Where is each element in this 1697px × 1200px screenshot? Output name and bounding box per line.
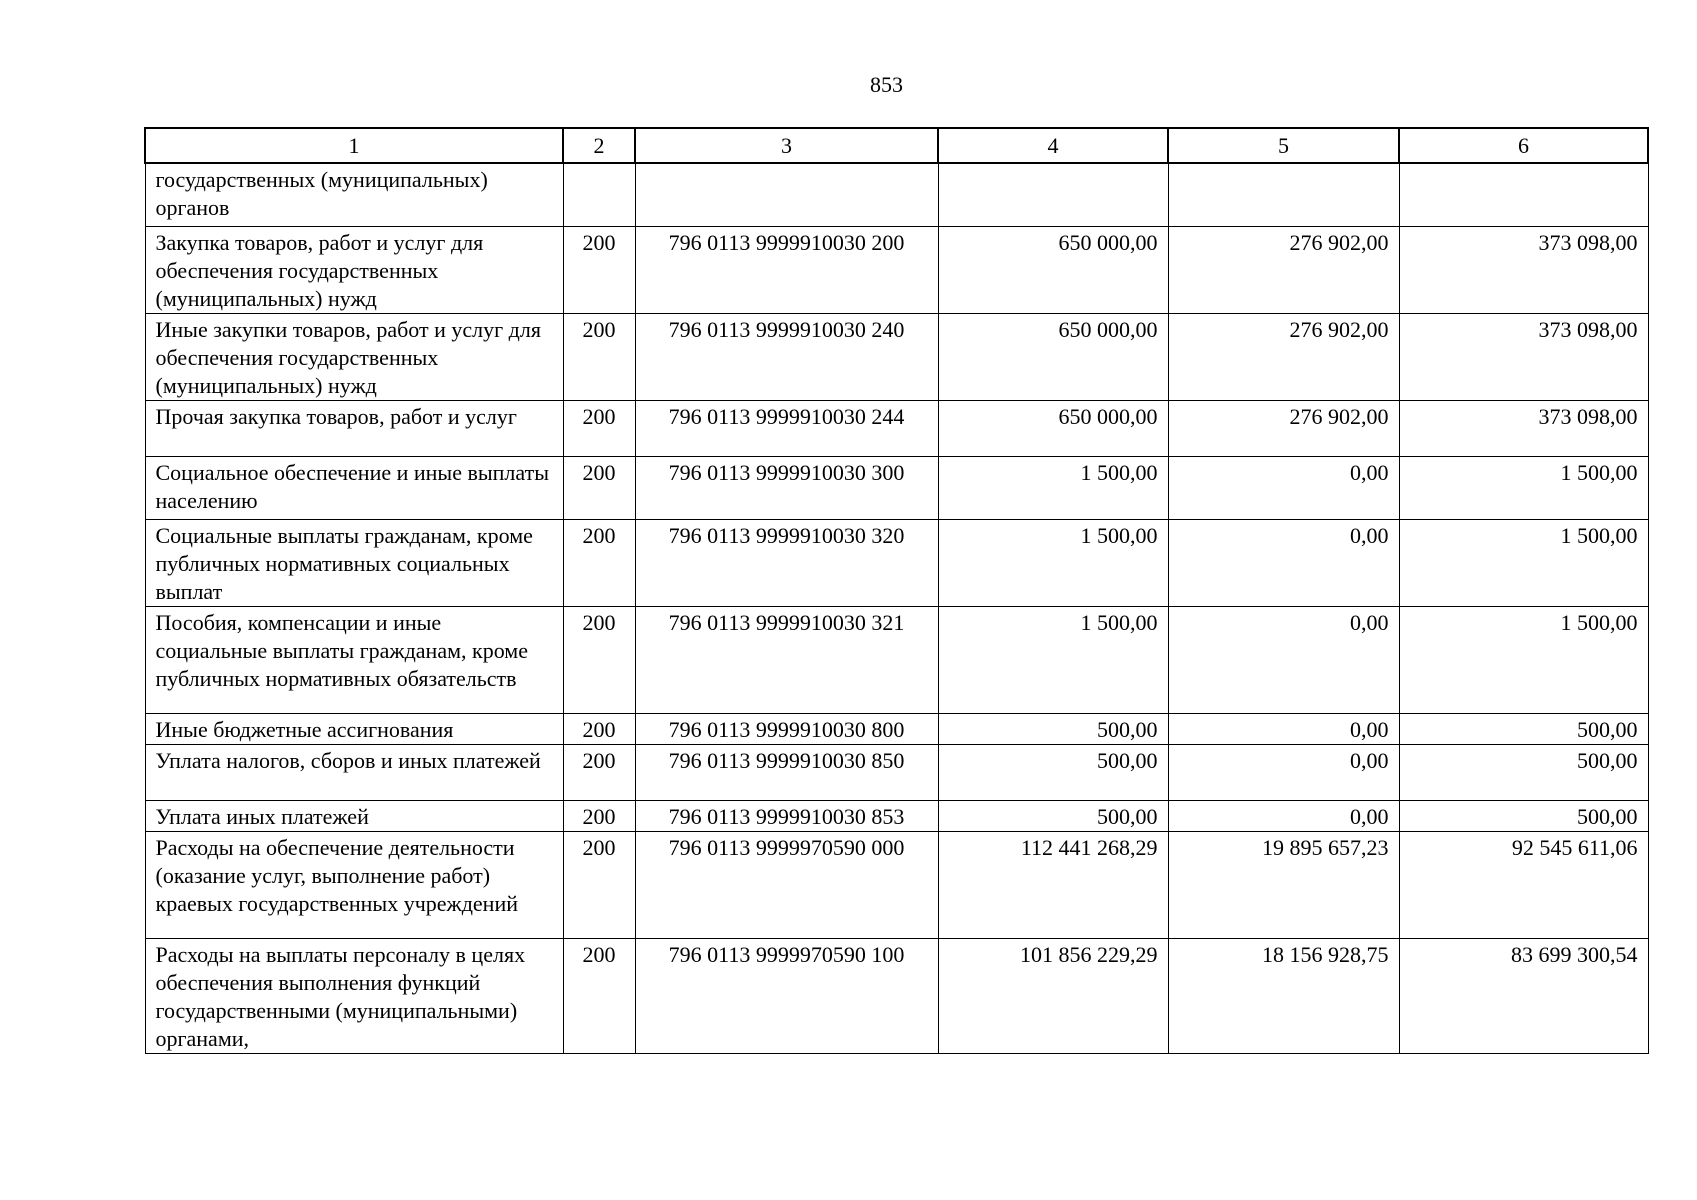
column-header-4: 4 (938, 128, 1168, 163)
table-row (145, 456, 1648, 519)
row-executed-amount-cell: 0,00 (1168, 713, 1399, 744)
row-executed-amount-cell: 276 902,00 (1168, 400, 1399, 456)
row-code-cell: 200 (563, 606, 635, 713)
row-kbk-cell: 796 0113 9999910030 244 (635, 400, 938, 456)
row-name-cell: Закупка товаров, работ и услуг для обеспечения государственных (муниципальных) нужд (145, 226, 563, 313)
row-executed-amount-cell: 0,00 (1168, 519, 1399, 606)
row-name-cell: Уплата иных платежей (145, 800, 563, 831)
row-unexecuted-amount-cell: 1 500,00 (1399, 606, 1648, 713)
table-row (145, 831, 1648, 938)
row-name-cell: Иные закупки товаров, работ и услуг для обеспечения государственных (муниципальных) нужд (145, 313, 563, 400)
row-approved-amount-cell: 650 000,00 (938, 400, 1168, 456)
row-kbk-cell: 796 0113 9999910030 800 (635, 713, 938, 744)
row-approved-amount-cell: 1 500,00 (938, 519, 1168, 606)
row-executed-amount-cell: 276 902,00 (1168, 226, 1399, 313)
table-row (145, 313, 1648, 400)
row-code-cell: 200 (563, 713, 635, 744)
row-name-cell: Социальные выплаты гражданам, кроме публичных нормативных социальных выплат (145, 519, 563, 606)
table-row (145, 400, 1648, 456)
row-code-cell: 200 (563, 313, 635, 400)
column-header-2: 2 (563, 128, 635, 163)
row-unexecuted-amount-cell: 500,00 (1399, 713, 1648, 744)
row-code-cell: 200 (563, 400, 635, 456)
row-code-cell: 200 (563, 938, 635, 1053)
table-row (145, 606, 1648, 713)
row-approved-amount-cell: 500,00 (938, 744, 1168, 800)
row-unexecuted-amount-cell: 500,00 (1399, 800, 1648, 831)
column-header-3: 3 (635, 128, 938, 163)
row-kbk-cell: 796 0113 9999910030 240 (635, 313, 938, 400)
row-name-cell: государственных (муниципальных) органов (145, 163, 563, 226)
row-code-cell: 200 (563, 226, 635, 313)
budget-execution-table (144, 127, 1649, 1054)
row-code-cell: 200 (563, 519, 635, 606)
row-executed-amount-cell: 0,00 (1168, 456, 1399, 519)
row-unexecuted-amount-cell: 500,00 (1399, 744, 1648, 800)
row-name-cell: Пособия, компенсации и иные социальные выплаты гражданам, кроме публичных нормативных обязательств (145, 606, 563, 713)
row-name-cell: Расходы на обеспечение деятельности (оказание услуг, выполнение работ) краевых государственных учреждений (145, 831, 563, 938)
row-kbk-cell: 796 0113 9999910030 200 (635, 226, 938, 313)
row-approved-amount-cell: 650 000,00 (938, 226, 1168, 313)
row-kbk-cell: 796 0113 9999910030 300 (635, 456, 938, 519)
row-unexecuted-amount-cell: 1 500,00 (1399, 456, 1648, 519)
row-approved-amount-cell: 1 500,00 (938, 606, 1168, 713)
row-kbk-cell: 796 0113 9999970590 000 (635, 831, 938, 938)
row-approved-amount-cell: 500,00 (938, 713, 1168, 744)
column-header-1: 1 (145, 128, 563, 163)
row-unexecuted-amount-cell: 83 699 300,54 (1399, 938, 1648, 1053)
row-approved-amount-cell: 650 000,00 (938, 313, 1168, 400)
row-unexecuted-amount-cell: 373 098,00 (1399, 313, 1648, 400)
row-executed-amount-cell: 276 902,00 (1168, 313, 1399, 400)
row-unexecuted-amount-cell: 373 098,00 (1399, 226, 1648, 313)
column-header-5: 5 (1168, 128, 1399, 163)
row-kbk-cell: 796 0113 9999910030 320 (635, 519, 938, 606)
table-row (145, 800, 1648, 831)
row-executed-amount-cell (1168, 163, 1399, 226)
row-executed-amount-cell: 0,00 (1168, 606, 1399, 713)
row-unexecuted-amount-cell: 1 500,00 (1399, 519, 1648, 606)
table-row (145, 938, 1648, 1053)
row-approved-amount-cell: 112 441 268,29 (938, 831, 1168, 938)
row-kbk-cell: 796 0113 9999910030 321 (635, 606, 938, 713)
row-name-cell: Уплата налогов, сборов и иных платежей (145, 744, 563, 800)
table-row (145, 713, 1648, 744)
row-approved-amount-cell: 500,00 (938, 800, 1168, 831)
table-row (145, 163, 1648, 226)
row-kbk-cell: 796 0113 9999970590 100 (635, 938, 938, 1053)
row-code-cell: 200 (563, 800, 635, 831)
row-name-cell: Расходы на выплаты персоналу в целях обеспечения выполнения функций государственными (муниципальными) органами, (145, 938, 563, 1053)
row-kbk-cell (635, 163, 938, 226)
row-approved-amount-cell (938, 163, 1168, 226)
row-code-cell: 200 (563, 456, 635, 519)
row-executed-amount-cell: 18 156 928,75 (1168, 938, 1399, 1053)
table-row (145, 744, 1648, 800)
row-executed-amount-cell: 0,00 (1168, 800, 1399, 831)
row-executed-amount-cell: 19 895 657,23 (1168, 831, 1399, 938)
row-kbk-cell: 796 0113 9999910030 853 (635, 800, 938, 831)
row-name-cell: Социальное обеспечение и иные выплаты населению (145, 456, 563, 519)
row-code-cell (563, 163, 635, 226)
row-name-cell: Прочая закупка товаров, работ и услуг (145, 400, 563, 456)
row-code-cell: 200 (563, 831, 635, 938)
row-approved-amount-cell: 101 856 229,29 (938, 938, 1168, 1053)
table-row (145, 519, 1648, 606)
column-header-6: 6 (1399, 128, 1648, 163)
row-approved-amount-cell: 1 500,00 (938, 456, 1168, 519)
row-unexecuted-amount-cell: 92 545 611,06 (1399, 831, 1648, 938)
row-kbk-cell: 796 0113 9999910030 850 (635, 744, 938, 800)
page-number: 853 (870, 72, 903, 97)
row-executed-amount-cell: 0,00 (1168, 744, 1399, 800)
row-unexecuted-amount-cell (1399, 163, 1648, 226)
row-code-cell: 200 (563, 744, 635, 800)
table-body (145, 163, 1648, 1053)
table-row (145, 226, 1648, 313)
column-number-header-row (145, 128, 1648, 163)
row-unexecuted-amount-cell: 373 098,00 (1399, 400, 1648, 456)
row-name-cell: Иные бюджетные ассигнования (145, 713, 563, 744)
